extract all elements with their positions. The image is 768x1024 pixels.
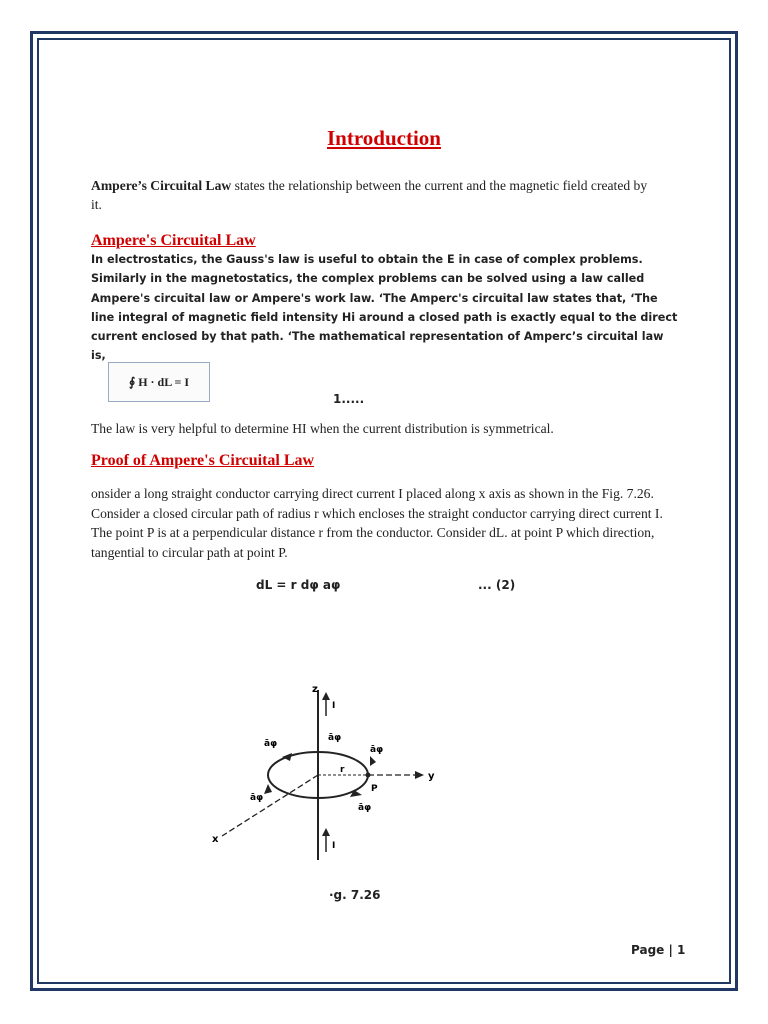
label-r: r [340, 765, 345, 775]
point-p [366, 773, 371, 778]
section2-body: onsider a long straight conductor carrying direct current I placed along x axis as shown in the Fig. 7.26. Consider a closed circular path of radius r which encloses the straight conductor carrying direct current I. The point P is at a perpendicular distance r from the conductor. Consider dL. at point P which direction, tangential to circular path at point P. [91, 486, 663, 561]
equation-1-image [108, 362, 210, 402]
page-number: Page | 1 [631, 943, 686, 957]
label-current-top: I [332, 701, 336, 711]
aphi-arrow-left [264, 784, 272, 794]
label-y: y [428, 771, 435, 782]
section1-body: In electrostatics, the Gauss's law is useful to obtain the E in case of complex problems. Similarly in the magnetostatics, the complex problems can be solved using a law called Ampere's circuital law or Ampere's work law. ‘The Amperc's circuital law states that, ‘The line integral of magnetic field intensity Hi around a closed path is exactly equal to the direct current enclosed by that path. ‘The mathematical representation of Amperc’s circuital law is, [91, 253, 678, 363]
label-aphi-left: āφ [250, 793, 264, 803]
figure-caption: ·g. 7.26 [329, 888, 381, 902]
label-aphi-right: āφ [370, 745, 384, 755]
figure-7-26-diagram [200, 680, 440, 880]
label-aphi-upper: āφ [328, 733, 342, 743]
label-aphi-upper-left: āφ [264, 739, 278, 749]
y-axis-arrow [415, 771, 424, 779]
aphi-arrow-right [370, 756, 376, 766]
x-axis [222, 775, 318, 836]
intro-bold-term: Ampere’s Circuital Law [91, 178, 232, 193]
label-current-bottom: I [332, 841, 336, 851]
label-aphi-lower: āφ [358, 803, 372, 813]
intro-text: states the relationship between the current and the magnetic field created by it. [91, 178, 648, 212]
equation-2: dL = r dφ aφ [256, 578, 341, 592]
label-x: x [212, 834, 219, 845]
section-heading-proof: Proof of Ampere's Circuital Law [91, 452, 315, 469]
label-p: P [371, 784, 378, 794]
equation-1-number: 1..... [333, 392, 365, 406]
intro-paragraph [91, 176, 661, 214]
aphi-arrow-top [282, 753, 292, 761]
label-z: z [312, 684, 318, 695]
page-title: Introduction [327, 126, 441, 150]
section-heading-ampere-law: Ampere's Circuital Law [91, 232, 256, 249]
equation-2-number: ... (2) [478, 578, 516, 592]
equation-1: ∮ H · dL = I [128, 374, 190, 389]
section1-note: The law is very helpful to determine HI when the current distribution is symmetrical. [91, 421, 554, 436]
